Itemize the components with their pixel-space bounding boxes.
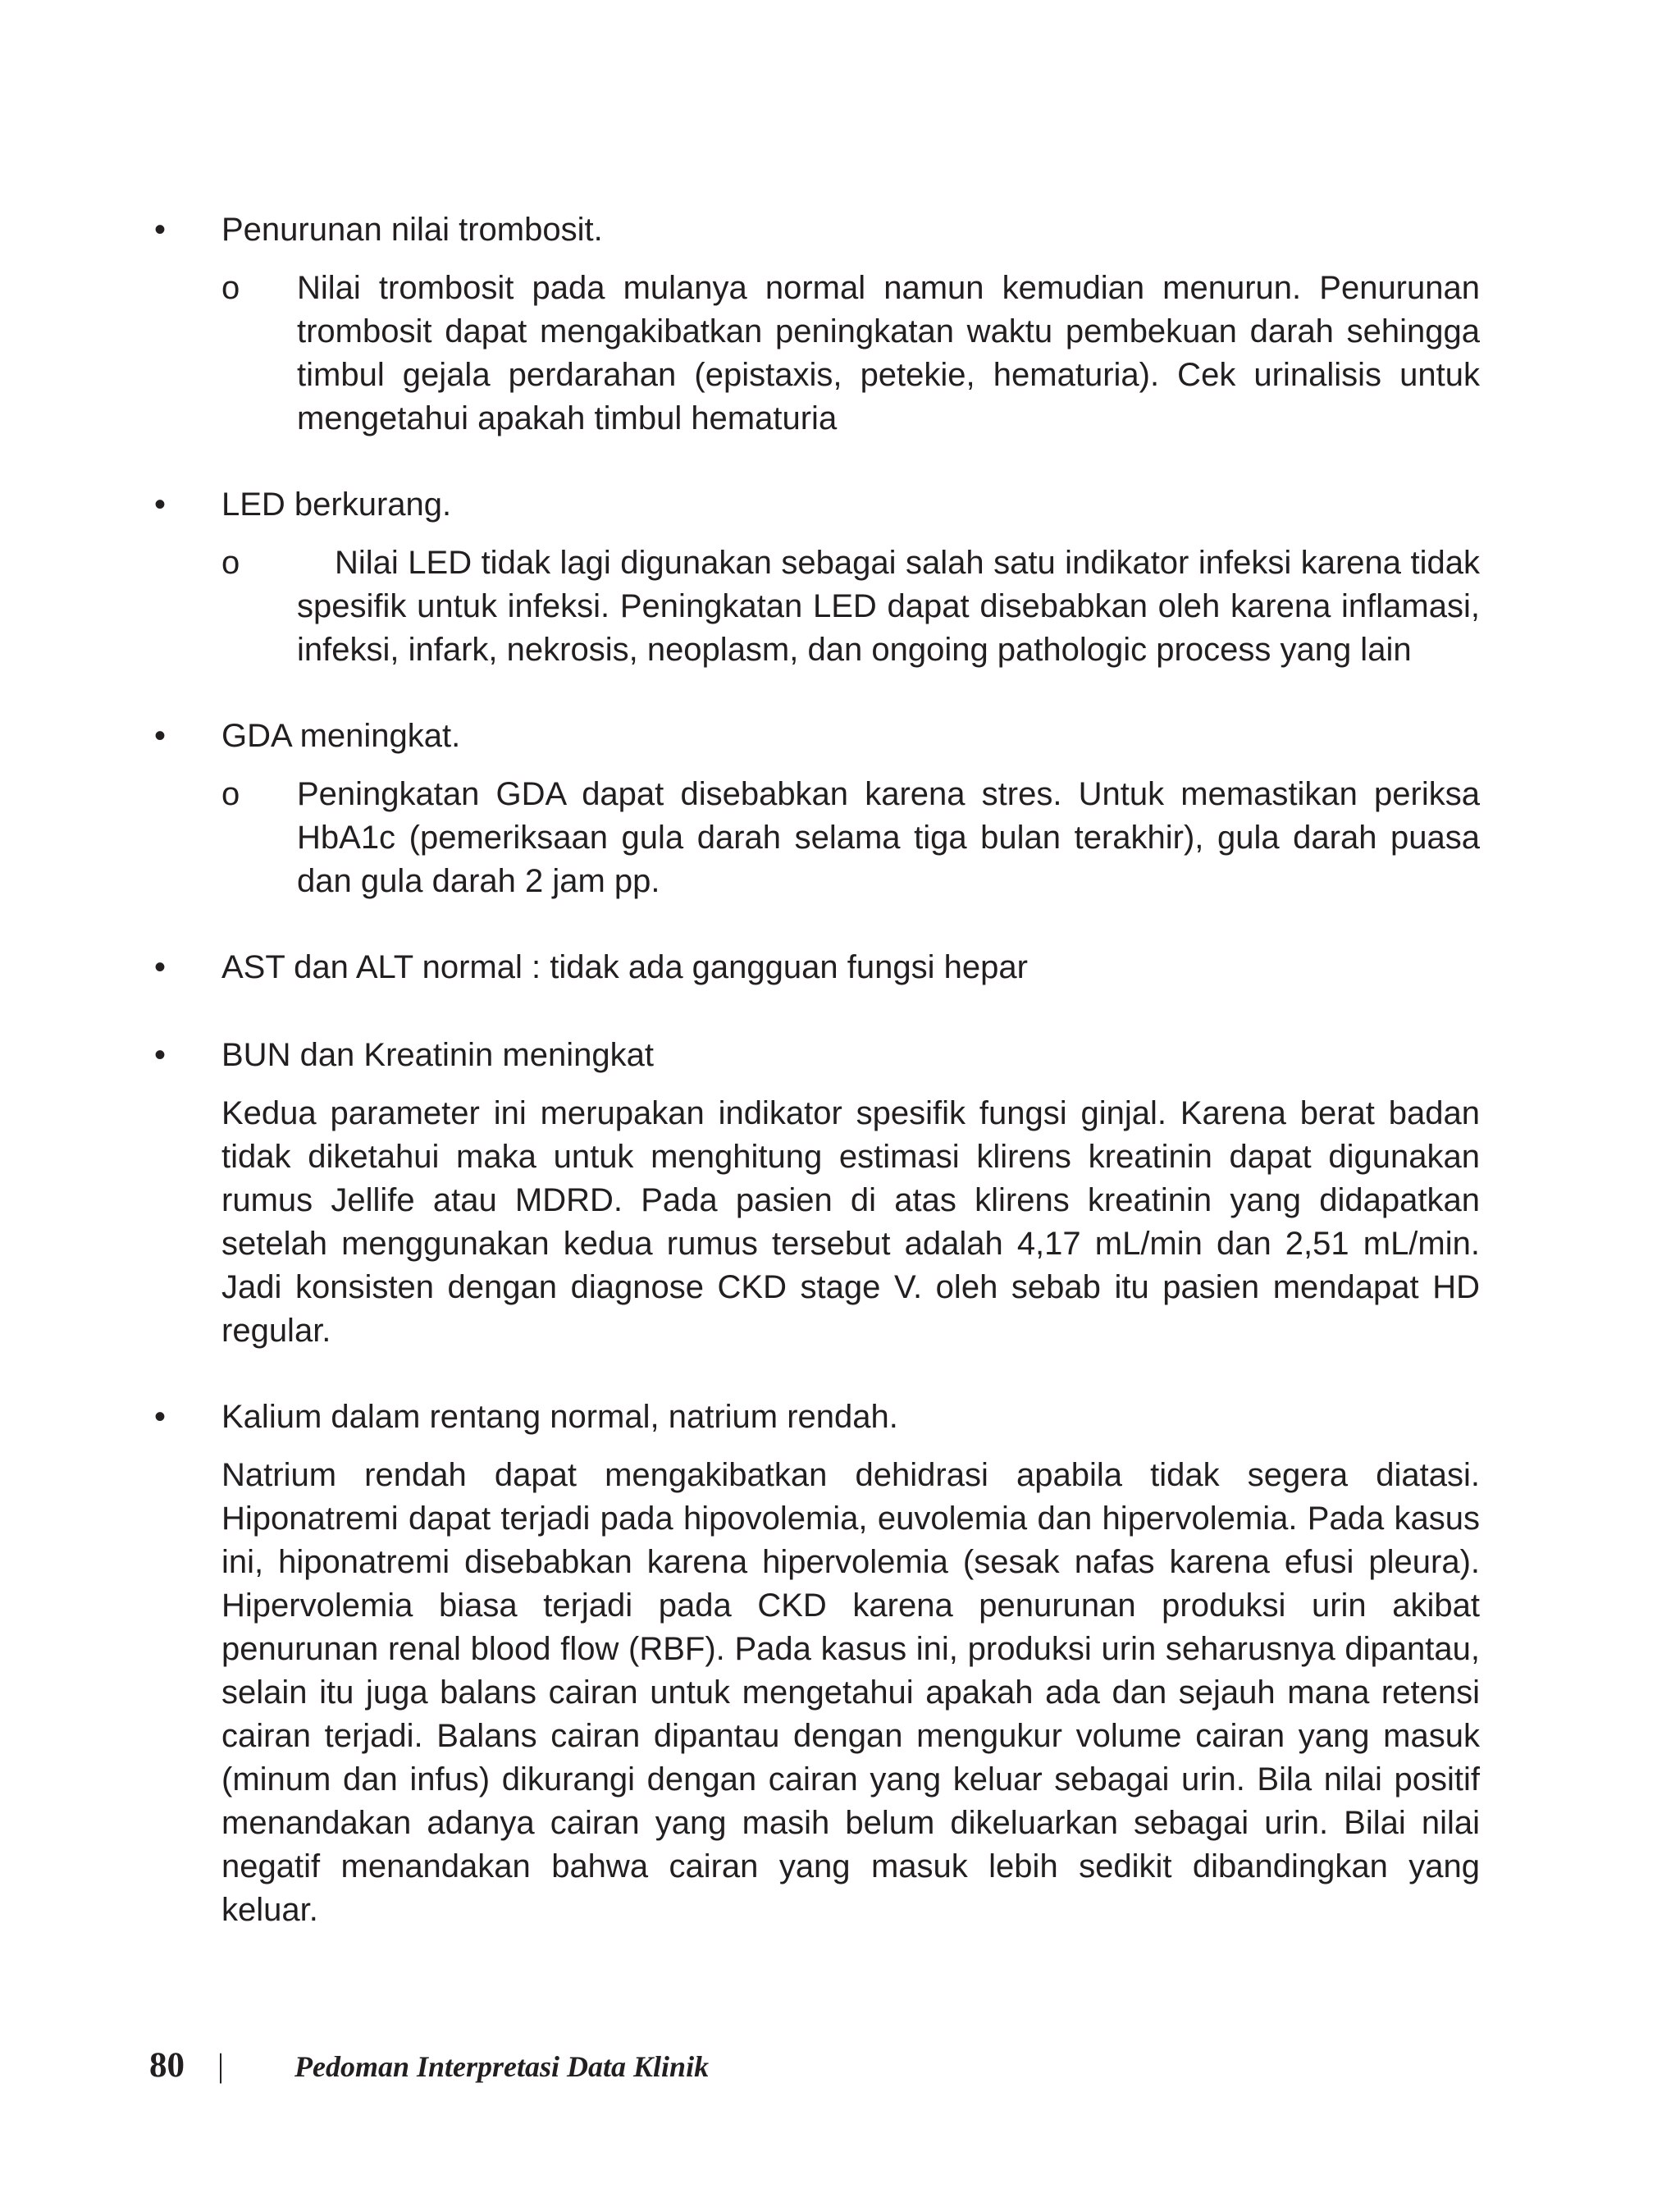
sub-bullet-marker: o	[221, 776, 240, 812]
sub-item	[154, 267, 1480, 441]
footer-separator: |	[217, 2047, 225, 2084]
list-item	[154, 1396, 1480, 1932]
bullet-marker: •	[154, 1037, 167, 1073]
list-item	[154, 715, 1480, 903]
bullet-marker: •	[154, 487, 167, 523]
list-item	[154, 483, 1480, 672]
page-number: 80	[149, 2046, 185, 2085]
sub-item-text: Peningkatan GDA dapat disebabkan karena stres. Untuk memastikan periksa HbA1c (pemeriksaan gula darah selama tiga bulan terakhir), gula darah puasa dan gula darah 2 jam pp.	[297, 776, 1480, 899]
list-item-paragraph: Kedua parameter ini merupakan indikator spesifik fungsi ginjal. Karena berat badan tidak diketahui maka untuk menghitung estimasi klirens kreatinin dapat digunakan rumus Jellife atau MDRD. Pada pasien di atas klirens kreatinin yang didapatkan setelah menggunakan kedua rumus tersebut adalah 4,17 mL/min dan 2,51 mL/min. Jadi konsisten dengan diagnose CKD stage V. oleh sebab itu pasien mendapat HD regular.	[221, 1095, 1480, 1349]
list-item-heading: BUN dan Kreatinin meningkat	[221, 1037, 654, 1073]
list-item-heading: GDA meningkat.	[221, 718, 461, 754]
list-item-heading: LED berkurang.	[221, 487, 452, 523]
sub-item-text: Nilai LED tidak lagi digunakan sebagai salah satu indikator infeksi karena tidak spesifik untuk infeksi. Peningkatan LED dapat disebabkan oleh karena inflamasi, infeksi, infark, nekrosis, neoplasm, dan ongoing pathologic process yang lain	[297, 545, 1480, 668]
list-item-heading: Kalium dalam rentang normal, natrium rendah.	[221, 1399, 898, 1435]
list-item-heading: Penurunan nilai trombosit.	[221, 212, 603, 248]
sub-item	[154, 773, 1480, 903]
book-title: Pedoman Interpretasi Data Klinik	[294, 2050, 710, 2083]
sub-bullet-marker: o	[221, 545, 240, 581]
list-item-paragraph: Natrium rendah dapat mengakibatkan dehidrasi apabila tidak segera diatasi. Hiponatremi dapat terjadi pada hipovolemia, euvolemia dan hipervolemia. Pada kasus ini, hiponatremi disebabkan karena hipervolemia (sesak nafas karena efusi pleura). Hipervolemia biasa terjadi pada CKD karena penurunan produksi urin akibat penurunan renal blood flow (RBF). Pada kasus ini, produksi urin seharusnya dipantau, selain itu juga balans cairan untuk mengetahui apakah ada dan sejauh mana retensi cairan terjadi. Balans cairan dipantau dengan mengukur volume cairan yang masuk (minum dan infus) dikurangi dengan cairan yang keluar sebagai urin. Bila nilai positif menandakan adanya cairan yang masih belum dikeluarkan sebagai urin. Bilai nilai negatif menandakan bahwa cairan yang masuk lebih sedikit dibandingkan yang keluar.	[221, 1457, 1480, 1928]
page-content	[154, 208, 1480, 1965]
bullet-marker: •	[154, 212, 167, 248]
sub-item-text: Nilai trombosit pada mulanya normal namun kemudian menurun. Penurunan trombosit dapat mengakibatkan peningkatan waktu pembekuan darah sehingga timbul gejala perdarahan (epistaxis, petekie, hematuria). Cek urinalisis untuk mengetahui apakah timbul hematuria	[297, 270, 1480, 436]
page-footer	[149, 2045, 709, 2085]
list-item	[154, 208, 1480, 441]
bullet-marker: •	[154, 1399, 167, 1435]
bullet-marker: •	[154, 949, 167, 985]
sub-bullet-marker: o	[221, 270, 240, 306]
list-item	[154, 1034, 1480, 1353]
list-item	[154, 946, 1480, 989]
sub-item	[154, 541, 1480, 672]
bullet-marker: •	[154, 718, 167, 754]
list-item-heading: AST dan ALT normal : tidak ada gangguan fungsi hepar	[221, 949, 1028, 985]
